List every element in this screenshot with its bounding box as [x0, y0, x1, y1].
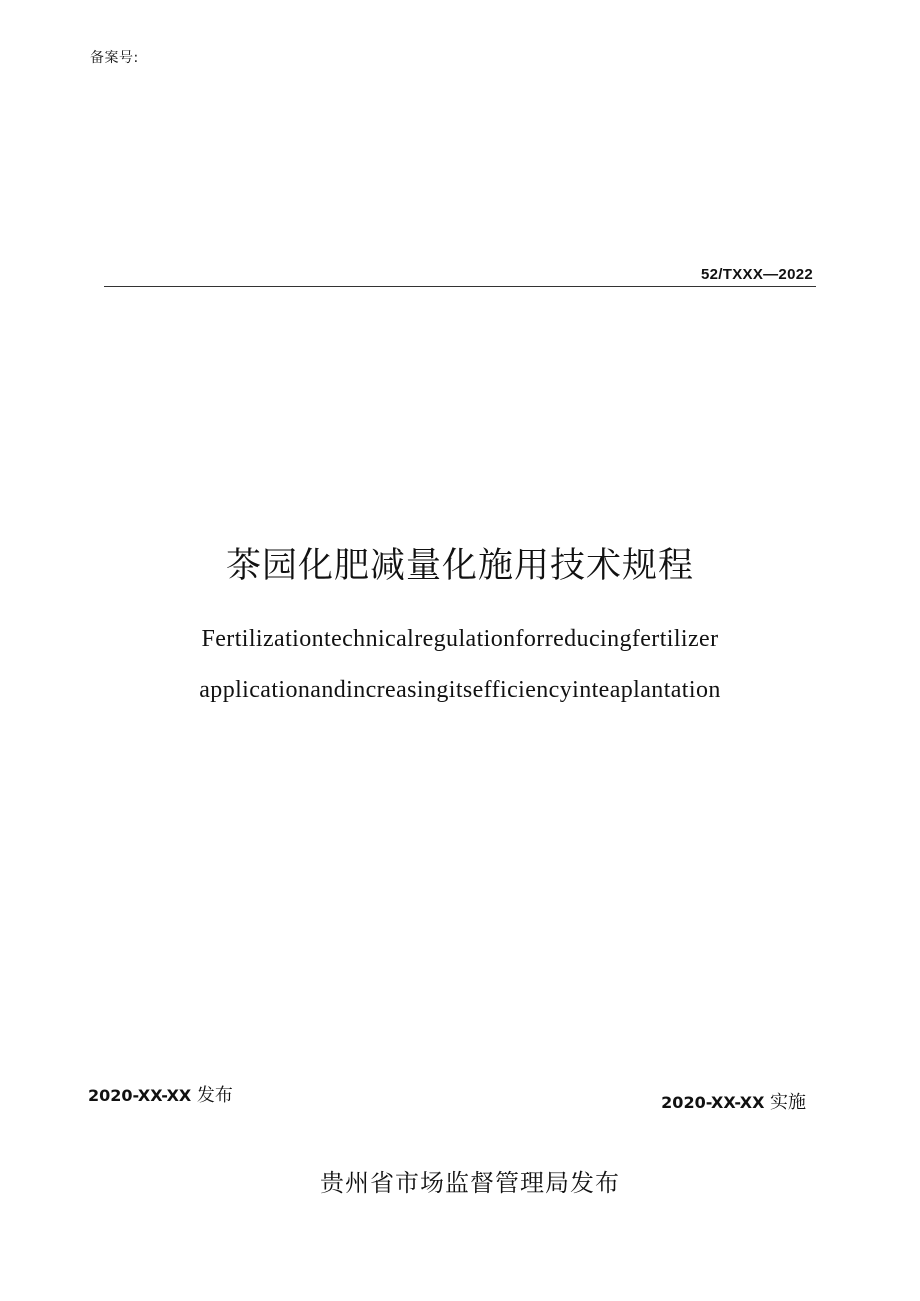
publisher: 贵州省市场监督管理局发布 — [320, 1169, 620, 1197]
effective-date-block — [661, 1088, 806, 1114]
effective-label: 实施 — [770, 1092, 806, 1113]
document-title-chinese: 茶园化肥减量化施用技术规程 — [225, 546, 694, 586]
document-title-english-line2: applicationandincreasingitsefficiencyinteaplantation — [199, 677, 721, 703]
issue-date-block — [88, 1081, 233, 1107]
header-divider — [104, 286, 816, 287]
document-title-english-line1: Fertilizationtechnicalregulationforreducingfertilizer — [201, 626, 719, 652]
filing-number-label: 备案号: — [90, 50, 139, 66]
effective-date: 2020-XX-XX — [661, 1093, 765, 1112]
standard-code: 52/TXXX—2022 — [701, 266, 813, 283]
issue-date: 2020-XX-XX — [88, 1086, 192, 1105]
issue-label: 发布 — [196, 1085, 233, 1106]
